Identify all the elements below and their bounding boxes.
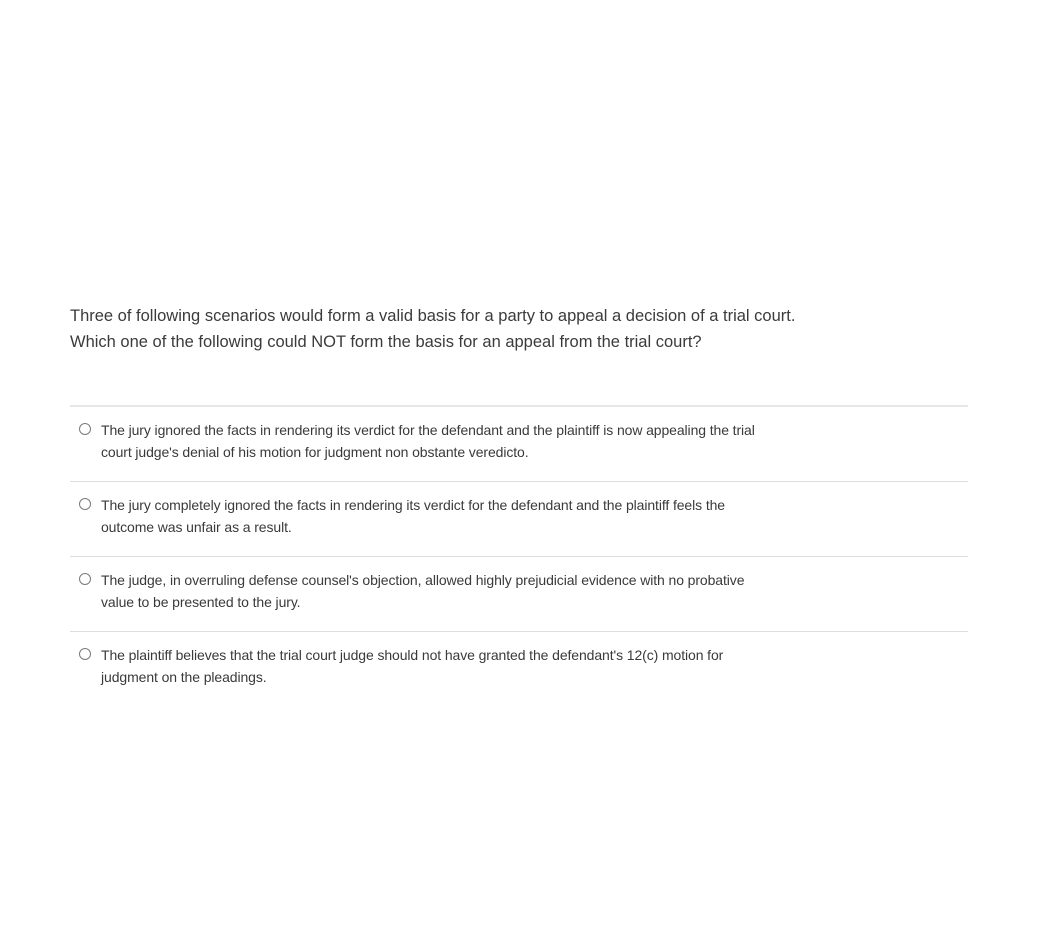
question-line: Which one of the following could NOT form the basis for an appeal from the trial court? xyxy=(70,333,702,351)
answer-label xyxy=(101,494,725,538)
answer-label-line: value to be presented to the jury. xyxy=(101,594,301,610)
radio-button[interactable] xyxy=(79,423,91,435)
question-line: Three of following scenarios would form a valid basis for a party to appeal a decision of a trial court. xyxy=(70,307,796,325)
question-text xyxy=(70,303,970,355)
answer-label xyxy=(101,569,744,613)
answer-label-line: The plaintiff believes that the trial court judge should not have granted the defendant's 12(c) motion for xyxy=(101,647,724,663)
answer-label-line: outcome was unfair as a result. xyxy=(101,519,292,535)
answer-label xyxy=(101,644,723,688)
answer-label-line: court judge's denial of his motion for judgment non obstante veredicto. xyxy=(101,444,529,460)
answer-option-3[interactable] xyxy=(70,556,968,631)
answer-label-line: The jury ignored the facts in rendering its verdict for the defendant and the plaintiff is now appealing the trial xyxy=(101,422,755,438)
answer-list xyxy=(70,405,968,706)
radio-button[interactable] xyxy=(79,573,91,585)
answer-label-line: The judge, in overruling defense counsel's objection, allowed highly prejudicial evidence with no probative xyxy=(101,572,745,588)
answer-label-line: The jury completely ignored the facts in rendering its verdict for the defendant and the plaintiff feels the xyxy=(101,497,725,513)
radio-button[interactable] xyxy=(79,498,91,510)
answer-option-1[interactable] xyxy=(70,405,968,481)
answer-label xyxy=(101,419,755,463)
answer-label-line: judgment on the pleadings. xyxy=(101,669,267,685)
answer-option-4[interactable] xyxy=(70,631,968,706)
answer-option-2[interactable] xyxy=(70,481,968,556)
radio-button[interactable] xyxy=(79,648,91,660)
